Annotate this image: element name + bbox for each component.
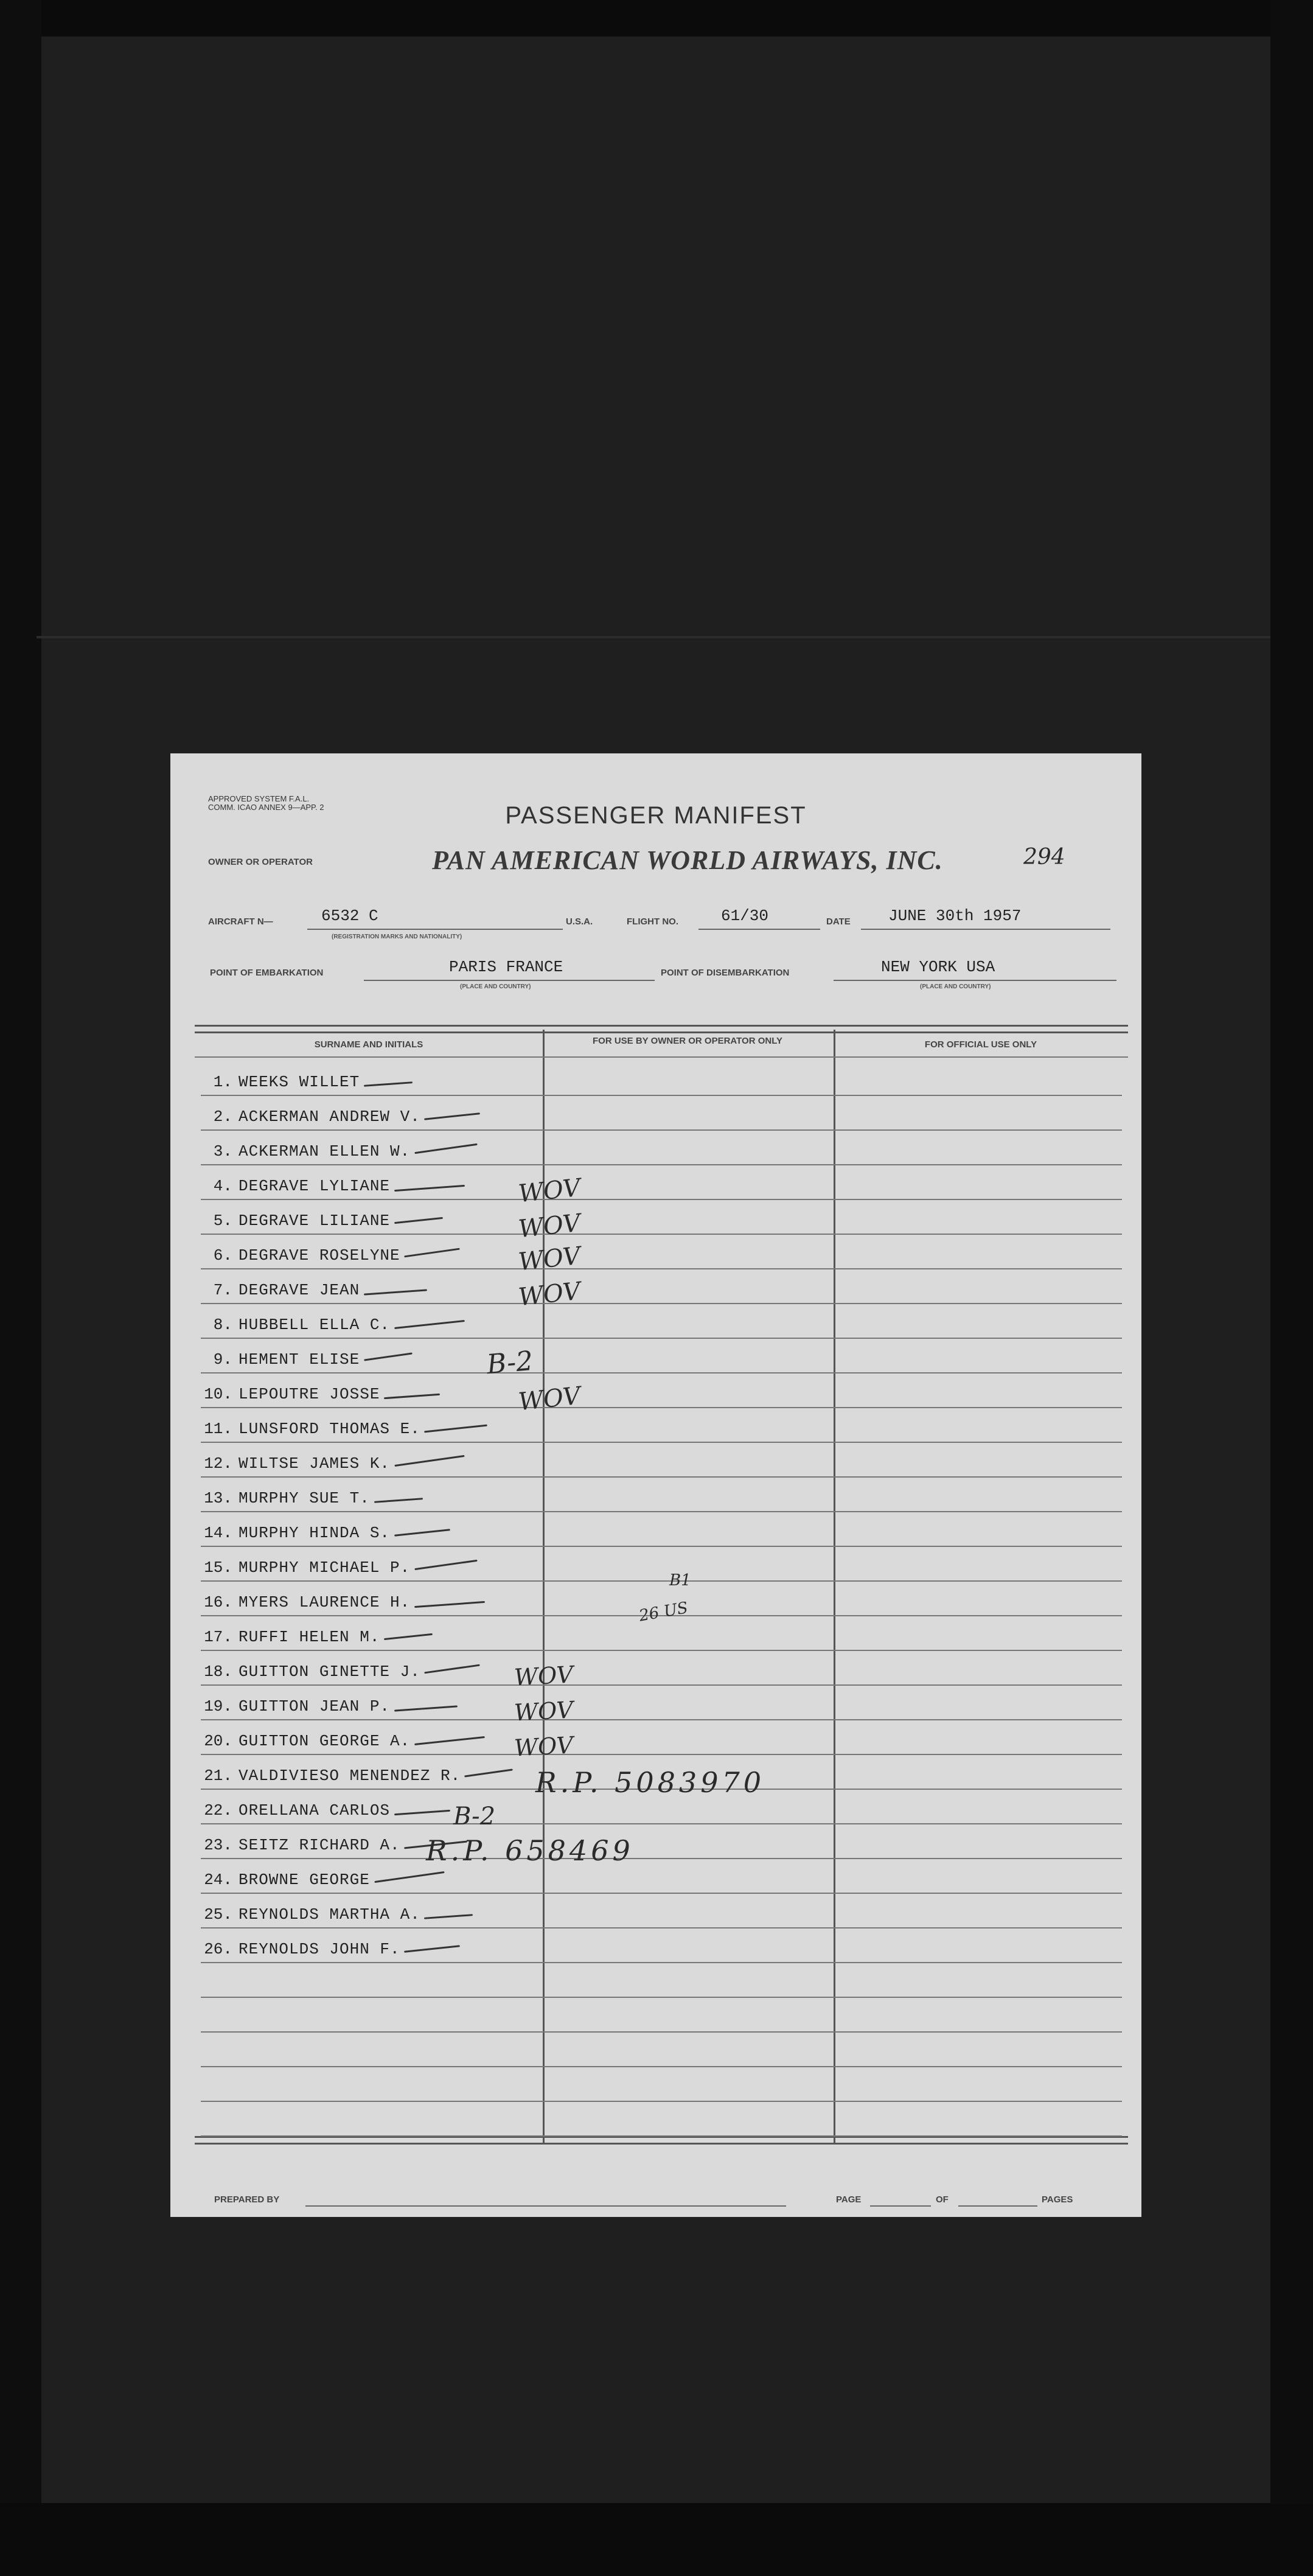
embarkation-label: POINT OF EMBARKATION <box>210 968 324 978</box>
check-stroke <box>364 1289 427 1295</box>
disembarkation-value: NEW YORK USA <box>881 958 995 976</box>
passenger-name: WEEKS WILLET <box>239 1073 360 1091</box>
row-number: 13. <box>204 1489 232 1507</box>
page-label: PAGE <box>836 2194 862 2205</box>
table-row <box>201 1303 1122 1339</box>
check-stroke <box>384 1394 440 1399</box>
film-top-edge <box>0 0 1313 37</box>
row-number: 11. <box>204 1420 232 1438</box>
row-number: 7. <box>213 1281 232 1299</box>
row-number: 26. <box>204 1940 232 1958</box>
passenger-name: BROWNE GEORGE <box>239 1871 370 1889</box>
film-left-edge <box>0 0 41 2576</box>
table-row <box>201 1927 1122 1963</box>
row-number: 3. <box>213 1142 232 1161</box>
table-row <box>201 1719 1122 1755</box>
film-right-edge <box>1270 0 1313 2576</box>
check-stroke <box>414 1601 485 1608</box>
table-row <box>201 1060 1122 1096</box>
row-number: 8. <box>213 1316 232 1334</box>
row-number: 23. <box>204 1836 232 1854</box>
handwriting-row-18: WOV <box>513 1661 574 1691</box>
passenger-name: REYNOLDS MARTHA A. <box>239 1905 420 1924</box>
passenger-name: MURPHY HINDA S. <box>239 1524 391 1542</box>
usa-label: U.S.A. <box>566 916 593 927</box>
passenger-name: REYNOLDS JOHN F. <box>239 1940 400 1958</box>
row-number: 10. <box>204 1385 232 1403</box>
prepared-by-label: PREPARED BY <box>214 2194 280 2205</box>
row-number: 18. <box>204 1663 232 1681</box>
passenger-name: ACKERMAN ELLEN W. <box>239 1142 411 1161</box>
table-row <box>201 1546 1122 1582</box>
table-row <box>201 1650 1122 1686</box>
passenger-name: SEITZ RICHARD A. <box>239 1836 400 1854</box>
passenger-name: VALDIVIESO MENENDEZ R. <box>239 1767 461 1785</box>
page-number: 294 <box>1023 845 1065 870</box>
table-row <box>201 1095 1122 1131</box>
passenger-name: GUITTON JEAN P. <box>239 1697 391 1716</box>
row-number: 20. <box>204 1732 232 1750</box>
passenger-name: HUBBELL ELLA C. <box>239 1316 391 1334</box>
check-stroke <box>374 1498 422 1503</box>
disembarkation-label: POINT OF DISEMBARKATION <box>661 968 790 978</box>
date-value: JUNE 30th 1957 <box>888 907 1022 925</box>
row-number: 6. <box>213 1246 232 1265</box>
passenger-table <box>195 1025 1128 2145</box>
column-header-official: FOR OFFICIAL USE ONLY <box>924 1039 1037 1050</box>
aircraft-label: AIRCRAFT N— <box>208 916 273 927</box>
check-stroke <box>424 1664 480 1674</box>
check-stroke <box>424 1112 480 1120</box>
check-stroke <box>464 1768 513 1777</box>
check-stroke <box>364 1352 413 1361</box>
check-stroke <box>364 1081 413 1087</box>
check-stroke <box>374 1871 444 1883</box>
row-number: 2. <box>213 1108 232 1126</box>
row-number: 19. <box>204 1697 232 1716</box>
check-stroke <box>424 1914 473 1919</box>
handwriting-row-15: B1 <box>669 1571 691 1590</box>
table-row <box>201 1476 1122 1512</box>
film-seam <box>37 636 1270 638</box>
passenger-name: LEPOUTRE JOSSE <box>239 1385 380 1403</box>
table-row <box>201 1823 1122 1859</box>
passenger-name: DEGRAVE LYLIANE <box>239 1177 391 1195</box>
table-row <box>201 1164 1122 1200</box>
row-number: 5. <box>213 1212 232 1230</box>
check-stroke <box>404 1248 460 1258</box>
handwriting-row-19: WOV <box>513 1696 574 1726</box>
film-bottom-edge <box>0 2503 1313 2576</box>
table-row <box>201 1442 1122 1478</box>
table-row <box>201 1129 1122 1165</box>
table-row <box>201 1268 1122 1304</box>
passenger-name: MURPHY SUE T. <box>239 1489 370 1507</box>
check-stroke <box>394 1217 443 1224</box>
blank-row <box>201 2066 1122 2102</box>
passenger-name: ACKERMAN ANDREW V. <box>239 1108 420 1126</box>
check-stroke <box>414 1143 477 1154</box>
check-stroke <box>414 1560 477 1570</box>
aircraft-sub: (REGISTRATION MARKS AND NATIONALITY) <box>332 934 462 940</box>
passenger-name: GUITTON GEORGE A. <box>239 1732 411 1750</box>
table-row <box>201 1234 1122 1269</box>
passenger-name: DEGRAVE LILIANE <box>239 1212 391 1230</box>
row-number: 16. <box>204 1593 232 1611</box>
column-header-surname: SURNAME AND INITIALS <box>314 1039 423 1050</box>
row-number: 24. <box>204 1871 232 1889</box>
check-stroke <box>394 1705 458 1711</box>
handwriting-row-16: 26 US <box>638 1599 690 1625</box>
approval-note: APPROVED SYSTEM F.A.L. COMM. ICAO ANNEX 9—APP. 2 <box>208 794 324 812</box>
embarkation-sub: (PLACE AND COUNTRY) <box>460 983 531 990</box>
check-stroke <box>384 1633 433 1640</box>
row-number: 22. <box>204 1801 232 1820</box>
table-row <box>201 1372 1122 1408</box>
table-row <box>201 1684 1122 1720</box>
blank-row <box>201 1997 1122 2033</box>
blank-row <box>201 2031 1122 2067</box>
check-stroke <box>424 1425 487 1433</box>
row-number: 12. <box>204 1454 232 1473</box>
of-label: OF <box>936 2194 949 2205</box>
check-stroke <box>394 1185 465 1192</box>
table-row <box>201 1338 1122 1374</box>
row-number: 1. <box>213 1073 232 1091</box>
form-title: PASSENGER MANIFEST <box>505 802 807 829</box>
table-row <box>201 1858 1122 1894</box>
disembarkation-sub: (PLACE AND COUNTRY) <box>920 983 991 990</box>
handwriting-row-10: WOV <box>517 1381 582 1417</box>
handwriting-row-21: R.P. 5083970 <box>535 1766 765 1799</box>
passenger-name: LUNSFORD THOMAS E. <box>239 1420 420 1438</box>
airline-name: PAN AMERICAN WORLD AIRWAYS, INC. <box>432 845 943 875</box>
check-stroke <box>394 1320 465 1329</box>
check-stroke <box>394 1529 450 1537</box>
check-stroke <box>414 1736 485 1745</box>
handwriting-row-22: B-2 <box>453 1803 496 1831</box>
table-row <box>201 1893 1122 1929</box>
manifest-sheet <box>170 753 1141 2217</box>
passenger-name: WILTSE JAMES K. <box>239 1454 391 1473</box>
passenger-name: HEMENT ELISE <box>239 1350 360 1369</box>
row-number: 21. <box>204 1767 232 1785</box>
handwriting-row-6: WOV <box>517 1241 582 1277</box>
check-stroke <box>404 1945 460 1953</box>
passenger-name: GUITTON GINETTE J. <box>239 1663 420 1681</box>
passenger-name: ORELLANA CARLOS <box>239 1801 391 1820</box>
passenger-name: DEGRAVE JEAN <box>239 1281 360 1299</box>
check-stroke <box>394 1810 450 1815</box>
table-row <box>201 1407 1122 1443</box>
embarkation-value: PARIS FRANCE <box>449 958 563 976</box>
flight-value: 61/30 <box>721 907 769 925</box>
row-number: 17. <box>204 1628 232 1646</box>
blank-row <box>201 1962 1122 1998</box>
flight-label: FLIGHT NO. <box>627 916 678 927</box>
passenger-name: RUFFI HELEN M. <box>239 1628 380 1646</box>
row-number: 14. <box>204 1524 232 1542</box>
passenger-name: MURPHY MICHAEL P. <box>239 1559 411 1577</box>
handwriting-row-5: WOV <box>517 1209 582 1244</box>
handwriting-row-7: WOV <box>517 1277 582 1312</box>
column-header-owner: FOR USE BY OWNER OR OPERATOR ONLY <box>593 1036 782 1046</box>
handwriting-row-23: R.P. 658469 <box>426 1834 634 1867</box>
handwriting-row-4: WOV <box>517 1173 582 1209</box>
check-stroke <box>394 1455 464 1467</box>
row-number: 4. <box>213 1177 232 1195</box>
owner-label: OWNER OR OPERATOR <box>208 857 313 867</box>
row-number: 9. <box>213 1350 232 1369</box>
aircraft-value: 6532 C <box>321 907 378 925</box>
table-row <box>201 1199 1122 1235</box>
pages-label: PAGES <box>1042 2194 1073 2205</box>
table-row <box>201 1511 1122 1547</box>
handwriting-row-9: B-2 <box>485 1345 535 1381</box>
row-number: 25. <box>204 1905 232 1924</box>
row-number: 15. <box>204 1559 232 1577</box>
handwriting-row-20: WOV <box>513 1731 574 1762</box>
blank-row <box>201 2101 1122 2137</box>
date-label: DATE <box>826 916 851 927</box>
passenger-name: MYERS LAURENCE H. <box>239 1593 411 1611</box>
passenger-name: DEGRAVE ROSELYNE <box>239 1246 400 1265</box>
